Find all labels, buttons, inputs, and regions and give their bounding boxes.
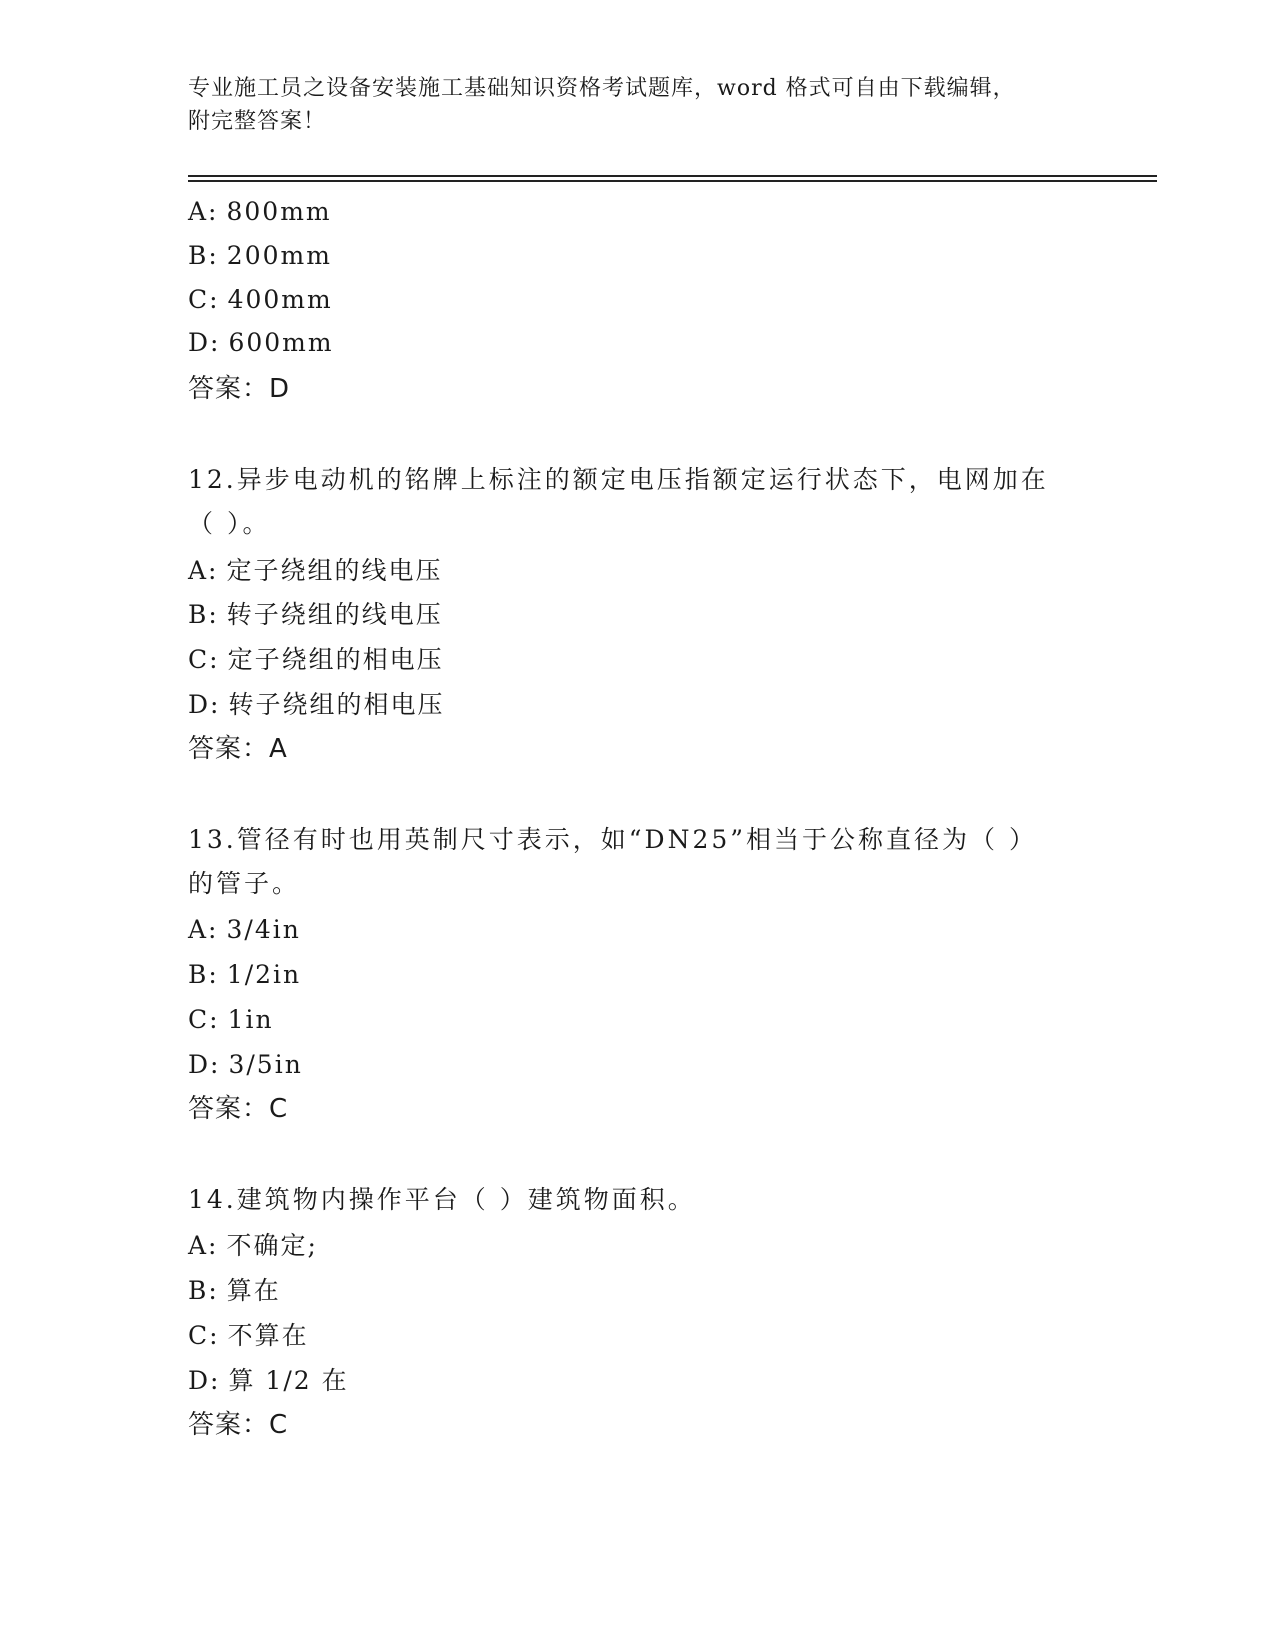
q13-option-a: A: 3/4in (188, 915, 301, 944)
document-header (188, 72, 1068, 138)
q13-answer: 答案：C (188, 1094, 289, 1124)
q12-question-line-2: （ ）。 (188, 509, 271, 538)
q12-question-line-1: 12.异步电动机的铭牌上标注的额定电压指额定运行状态下，电网加在 (188, 465, 1049, 494)
header-line-1: 专业施工员之设备安装施工基础知识资格考试题库，word 格式可自由下载编辑， (188, 76, 1016, 101)
q13-option-d: D: 3/5in (188, 1050, 303, 1079)
q13-question (188, 818, 1088, 906)
q11-option-c: C: 400mm (188, 285, 333, 314)
q13-question-line-1: 13.管径有时也用英制尺寸表示，如“DN25”相当于公称直径为（ ） (188, 825, 1037, 854)
q14-option-c: C: 不算在 (188, 1321, 309, 1350)
q12-option-b: B: 转子绕组的线电压 (188, 600, 443, 629)
q12-option-a: A: 定子绕组的线电压 (188, 556, 443, 585)
q14-option-a: A: 不确定; (188, 1231, 318, 1260)
q14-option-d: D: 算 1/2 在 (188, 1366, 349, 1395)
q14-answer: 答案：C (188, 1410, 289, 1440)
q12-option-d: D: 转子绕组的相电压 (188, 690, 445, 719)
q12-option-c: C: 定子绕组的相电压 (188, 645, 444, 674)
q13-option-b: B: 1/2in (188, 960, 302, 989)
header-line-2: 附完整答案！ (188, 109, 327, 134)
q14-option-b: B: 算在 (188, 1276, 281, 1305)
q12-answer: 答案：A (188, 734, 288, 764)
header-divider-top (188, 175, 1157, 177)
q11-option-d: D: 600mm (188, 328, 334, 357)
q14-question (188, 1178, 1088, 1222)
q11-answer: 答案：D (188, 374, 291, 404)
q11-option-a: A: 800mm (188, 197, 332, 226)
q13-option-c: C: 1in (188, 1005, 274, 1034)
q11-option-b: B: 200mm (188, 241, 332, 270)
q12-question (188, 458, 1088, 546)
q13-question-line-2: 的管子。 (188, 869, 301, 898)
header-divider-bottom (188, 180, 1157, 182)
q14-question-line-1: 14.建筑物内操作平台（ ）建筑物面积。 (188, 1185, 696, 1214)
